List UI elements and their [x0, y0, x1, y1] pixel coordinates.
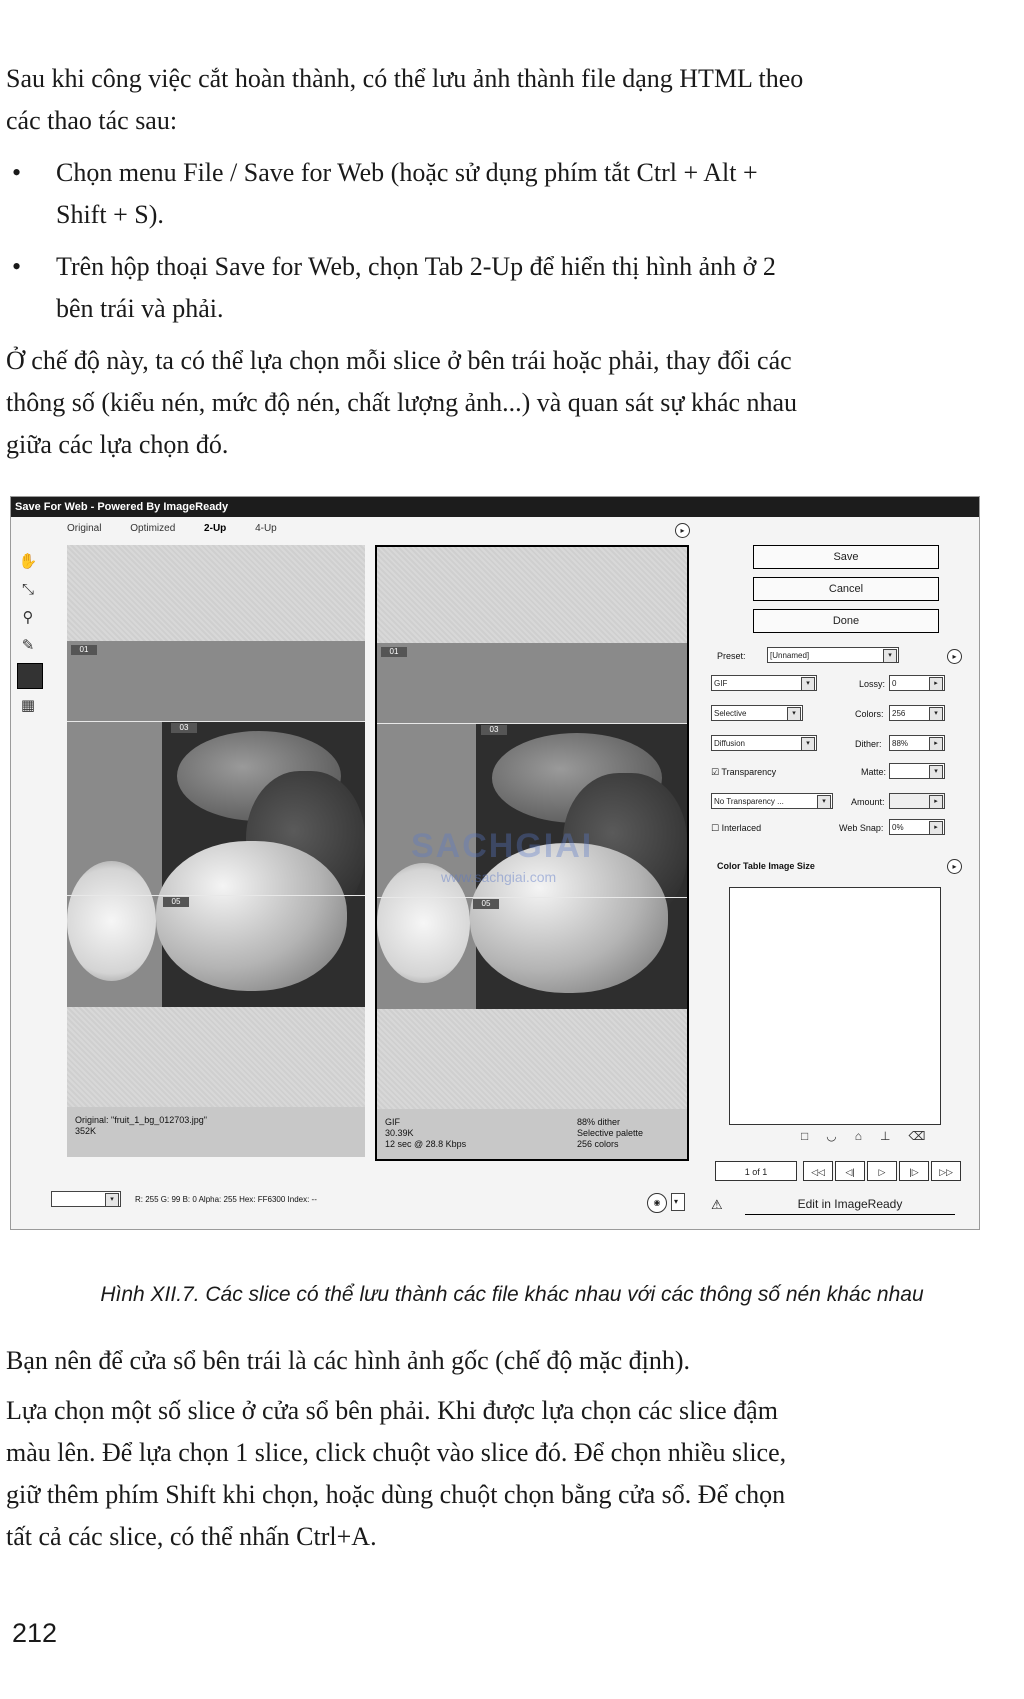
play-button[interactable]: ▷ [867, 1161, 897, 1181]
preset-value: [Unnamed] [770, 651, 810, 660]
chevron-down-icon: ▾ [801, 737, 815, 751]
lossy-value: 0 [892, 679, 897, 688]
slice-tag: 01 [381, 647, 407, 657]
warning-icon: ⚠ [711, 1197, 723, 1212]
colors-field[interactable] [889, 705, 945, 721]
matte-label: Matte: [861, 767, 887, 777]
background-noise [377, 547, 687, 643]
chevron-down-icon: ▾ [105, 1193, 119, 1207]
slice-line [377, 723, 687, 724]
intro-line-2: các thao tác sau: [6, 106, 178, 135]
figure-caption: Hình XII.7. Các slice có thể lưu thành các file khác nhau với các thông số nén khác nhau [100, 1283, 924, 1306]
hand-tool-icon[interactable]: ✋ [18, 553, 38, 570]
optimized-size: 30.39K [385, 1128, 414, 1138]
original-preview-panel[interactable] [67, 545, 365, 1157]
dialog-title: Save For Web - Powered By ImageReady [11, 497, 979, 517]
eyedropper-color-icon[interactable] [17, 663, 43, 689]
done-button[interactable]: Done [753, 609, 939, 633]
para4-line-1: Lựa chọn một số slice ở cửa sổ bên phải. Khi được lựa chọn các slice đậm [6, 1396, 778, 1425]
bullet-icon: • [12, 252, 22, 281]
bullet-text [56, 152, 1006, 236]
para2-line-2: thông số (kiểu nén, mức độ nén, chất lượng ảnh...) và quan sát sự khác nhau [6, 388, 798, 417]
amount-field[interactable] [889, 793, 945, 809]
transparency-dither-value: No Transparency ... [714, 797, 784, 806]
slice-select-tool-icon[interactable]: ⤡ [21, 581, 34, 598]
para4-line-3: giữ thêm phím Shift khi chọn, hoặc dùng chuột chọn bằng cửa sổ. Để chọn [6, 1480, 786, 1509]
toggle-slices-icon[interactable]: ▦ [20, 697, 36, 714]
slice-line [67, 721, 365, 722]
optimized-format: GIF [385, 1117, 400, 1127]
original-image [67, 641, 365, 1007]
save-for-web-screenshot [10, 496, 980, 1230]
bullet-1-line-1: Chọn menu File / Save for Web (hoặc sử dụng phím tắt Ctrl + Alt + [56, 158, 758, 187]
optimized-image [377, 643, 687, 1009]
pear-image [156, 841, 347, 991]
zoom-tool-icon[interactable]: ⚲ [22, 609, 34, 626]
download-time: 12 sec @ 28.8 Kbps [385, 1139, 467, 1149]
chevron-right-icon: ▸ [929, 821, 943, 835]
watermark-url: www.sachgiai.com [441, 869, 557, 885]
browser-preview-icon[interactable]: ◉ [647, 1193, 667, 1213]
chevron-right-icon: ▸ [929, 795, 943, 809]
dither-value: 88% [892, 739, 909, 748]
chevron-right-icon: ▸ [929, 677, 943, 691]
bullet-text [56, 246, 1006, 330]
tab-original[interactable]: Original [67, 523, 102, 534]
chevron-down-icon: ▾ [817, 795, 831, 809]
lossy-label: Lossy: [859, 679, 886, 689]
websnap-value: 0% [892, 823, 904, 832]
eyedropper-tool-icon[interactable]: ✎ [21, 637, 35, 654]
slice-tag: 03 [171, 723, 197, 733]
chevron-down-icon: ▾ [787, 707, 801, 721]
optimize-menu-icon[interactable]: ▸ [947, 649, 962, 664]
flower-image [67, 861, 156, 981]
web-shift-icon[interactable]: ◡ [826, 1129, 855, 1143]
page-number: 212 [12, 1618, 58, 1648]
transparency-dither-select[interactable] [711, 793, 833, 809]
format-select[interactable] [711, 675, 817, 691]
reduction-select[interactable] [711, 705, 803, 721]
slice-tag: 05 [473, 899, 499, 909]
bullet-icon: • [12, 158, 22, 187]
format-value: GIF [714, 679, 728, 688]
lock-color-icon[interactable]: ⌂ [854, 1129, 880, 1143]
transparency-label: Transparency [721, 767, 777, 777]
slice-tag: 05 [163, 897, 189, 907]
dither-algorithm-select[interactable] [711, 735, 817, 751]
page-indicator: 1 of 1 [715, 1161, 797, 1181]
para4-line-4: tất cả các slice, có thể nhấn Ctrl+A. [6, 1522, 377, 1551]
palette-info: Selective palette [577, 1128, 644, 1138]
preset-select[interactable] [767, 647, 899, 663]
matte-field[interactable] [889, 763, 945, 779]
reduction-value: Selective [714, 709, 747, 718]
color-table-tab[interactable]: Color Table Image Size [717, 861, 815, 871]
edit-in-imageready-button[interactable]: Edit in ImageReady [745, 1194, 955, 1215]
bullet-item-1 [6, 152, 1006, 236]
original-size: 352K [75, 1126, 97, 1136]
dither-algorithm-value: Diffusion [714, 739, 745, 748]
colors-value: 256 [892, 709, 906, 718]
para2-line-3: giữa các lựa chọn đó. [6, 430, 229, 459]
bullet-2-line-2: bên trái và phải. [56, 294, 224, 323]
para2-line-1: Ở chế độ này, ta có thể lựa chọn mỗi slice ở bên trái hoặc phải, thay đổi các [6, 346, 792, 375]
dither-field[interactable] [889, 735, 945, 751]
color-table-menu-icon[interactable]: ▸ [947, 859, 962, 874]
para3: Bạn nên để cửa sổ bên trái là các hình ảnh gốc (chế độ mặc định). [6, 1346, 691, 1375]
original-info [75, 1115, 207, 1137]
colors-info: 256 colors [577, 1139, 619, 1149]
bullet-1-line-2: Shift + S). [56, 200, 164, 229]
websnap-field[interactable] [889, 819, 945, 835]
intro-line-1: Sau khi công việc cắt hoàn thành, có thể lưu ảnh thành file dạng HTML theo [6, 64, 804, 93]
save-button[interactable]: Save [753, 545, 939, 569]
slice-line [377, 897, 687, 898]
slice-tag: 03 [481, 725, 507, 735]
interlaced-label: Interlaced [721, 823, 762, 833]
lossy-field[interactable] [889, 675, 945, 691]
para4-line-2: màu lên. Để lựa chọn 1 slice, click chuột vào slice đó. Để chọn nhiều slice, [6, 1438, 787, 1467]
optimized-info [385, 1117, 466, 1150]
tab-2up[interactable]: 2-Up [204, 523, 227, 534]
view-tabs [67, 523, 303, 537]
bullet-item-2 [6, 246, 1006, 330]
shift-color-icon[interactable]: □ [801, 1129, 827, 1143]
chevron-down-icon: ▾ [801, 677, 815, 691]
optimized-info-right [577, 1117, 643, 1150]
first-frame-button[interactable]: ◁◁ [803, 1161, 833, 1181]
interlaced-checkbox[interactable]: ☐ Interlaced [711, 823, 762, 833]
tab-4up[interactable]: 4-Up [255, 523, 277, 534]
background-noise [67, 545, 365, 641]
background-noise [67, 1007, 365, 1107]
tab-optimized[interactable]: Optimized [130, 523, 176, 534]
dither-info: 88% dither [577, 1117, 621, 1127]
new-color-icon[interactable]: ⊥ [879, 1129, 909, 1143]
transparency-checkbox[interactable]: ☑ Transparency [711, 767, 777, 777]
toolbox [17, 551, 47, 723]
chevron-down-icon: ▾ [929, 765, 943, 779]
background-noise [377, 1009, 687, 1109]
color-table[interactable] [729, 887, 941, 1125]
next-frame-button[interactable]: |▷ [899, 1161, 929, 1181]
last-frame-button[interactable]: ▷▷ [931, 1161, 961, 1181]
delete-color-icon[interactable]: ⌫ [908, 1129, 944, 1143]
amount-label: Amount: [851, 797, 885, 807]
slice-line [67, 895, 365, 896]
colors-label: Colors: [855, 709, 884, 719]
prev-frame-button[interactable]: ◁| [835, 1161, 865, 1181]
view-menu-icon[interactable]: ▸ [675, 523, 690, 538]
bullet-2-line-1: Trên hộp thoại Save for Web, chọn Tab 2-Up để hiển thị hình ảnh ở 2 [56, 252, 776, 281]
preset-label: Preset: [717, 651, 746, 661]
color-readout: R: 255 G: 99 B: 0 Alpha: 255 Hex: FF6300 Index: -- [135, 1195, 317, 1204]
chevron-down-icon: ▾ [883, 649, 897, 663]
original-filename: Original: "fruit_1_bg_012703.jpg" [75, 1115, 207, 1125]
watermark-logo: SACHGIAI [411, 827, 594, 865]
browser-select[interactable]: ▾ [671, 1193, 685, 1211]
chevron-down-icon: ▾ [929, 707, 943, 721]
chevron-right-icon: ▸ [929, 737, 943, 751]
cancel-button[interactable]: Cancel [753, 577, 939, 601]
slice-tag: 01 [71, 645, 97, 655]
zoom-select[interactable] [51, 1191, 121, 1207]
color-table-toolbar [801, 1129, 943, 1143]
dither-label: Dither: [855, 739, 882, 749]
websnap-label: Web Snap: [839, 823, 884, 833]
